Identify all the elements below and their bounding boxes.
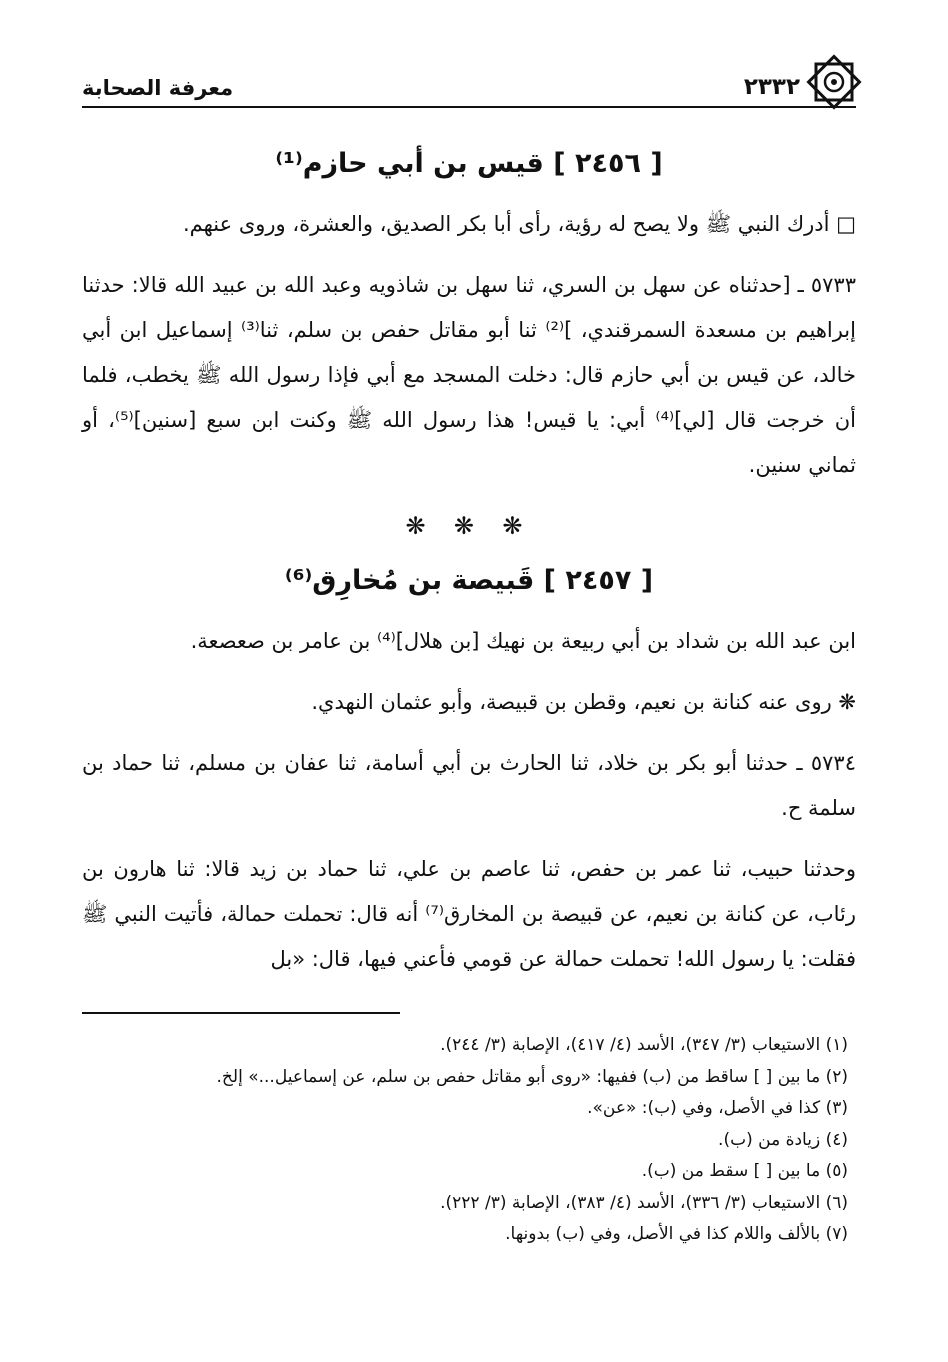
hadith-paragraph: ٥٧٣٤ ـ حدثنا أبو بكر بن خلاد، ثنا الحارث بن أبي أسامة، ثنا عفان بن مسلم، ثنا حماد بن سلمة ح.: [82, 751, 856, 820]
section-divider: ❋ ❋ ❋: [405, 512, 533, 540]
footnote: (٤) زيادة من (ب).: [718, 1129, 848, 1150]
footnote: (٧) بالألف واللام كذا في الأصل، وفي (ب) بدونها.: [505, 1224, 848, 1244]
hadith-paragraph: وحدثنا حبيب، ثنا عمر بن حفص، ثنا عاصم بن علي، ثنا حماد بن زيد قالا: ثنا هارون بن رئاب، عن كنانة بن نعيم، عن قبيصة بن المخارق⁽⁷⁾ أنه قال: تحملت حمالة، فأتيت النبي ﷺ فقلت: يا رسول الله! تحملت حمالة عن قومي فأعني فيها، قال: «بل: [82, 857, 856, 971]
footnote: (٢) ما بين [ ] ساقط من (ب) ففيها: «روى أبو مقاتل حفص بن سلم، عن إسماعيل...» إلخ.: [216, 1066, 848, 1087]
footnote: (٣) كذا في الأصل، وفي (ب): «عن».: [587, 1098, 848, 1118]
hadith-paragraph: ٥٧٣٣ ـ [حدثناه عن سهل بن السري، ثنا سهل بن شاذويه وعبد الله بن عبيد الله قالا: حدثنا إبراهيم بن مسعدة السمرقندي، ]⁽²⁾ ثنا أبو مقاتل حفص بن سلم، ثنا⁽³⁾ إسماعيل ابن أبي خالد، عن قيس بن أبي حازم قال: دخلت المسجد مع أبي فإذا رسول الله ﷺ يخطب، فلما أن خرجت قال [لي]⁽⁴⁾ أبي: يا قيس! هذا رسول الله ﷺ وكنت ابن سبع [سنين]⁽⁵⁾، أو ثماني سنين.: [82, 273, 856, 477]
footnote-rule: [82, 1012, 400, 1014]
footnote: (٦) الاستيعاب (٣/ ٣٣٦)، الأسد (٤/ ٣٨٣)، الإصابة (٣/ ٢٢٢).: [440, 1192, 848, 1213]
footnote: (١) الاستيعاب (٣/ ٣٤٧)، الأسد (٤/ ٤١٧)، الإصابة (٣/ ٢٤٤).: [440, 1035, 848, 1055]
entry-paragraph: ❋ روى عنه كنانة بن نعيم، وقطن بن قبيصة، وأبو عثمان النهدي.: [311, 690, 856, 714]
entry-heading: [ ٢٤٥٦ ] قيس بن أبي حازم⁽¹⁾: [275, 148, 663, 179]
footnotes: [92, 1030, 848, 1251]
running-title: معرفة الصحابة: [82, 76, 234, 100]
footnote: (٥) ما بين [ ] سقط من (ب).: [641, 1161, 848, 1181]
entry-heading: [ ٢٤٥٧ ] قَبيصة بن مُخارِق⁽⁶⁾: [284, 565, 654, 596]
page-number: ٢٣٣٢: [743, 74, 800, 100]
page-header: [82, 60, 856, 108]
main-text: [82, 138, 856, 998]
ornament-icon: [806, 54, 862, 110]
entry-paragraph: ابن عبد الله بن شداد بن أبي ربيعة بن نهيك [بن هلال]⁽⁴⁾ بن عامر بن صعصعة.: [190, 629, 856, 653]
entry-paragraph: □ أدرك النبي ﷺ ولا يصح له رؤية، رأى أبا بكر الصديق، والعشرة، وروى عنهم.: [182, 212, 856, 236]
